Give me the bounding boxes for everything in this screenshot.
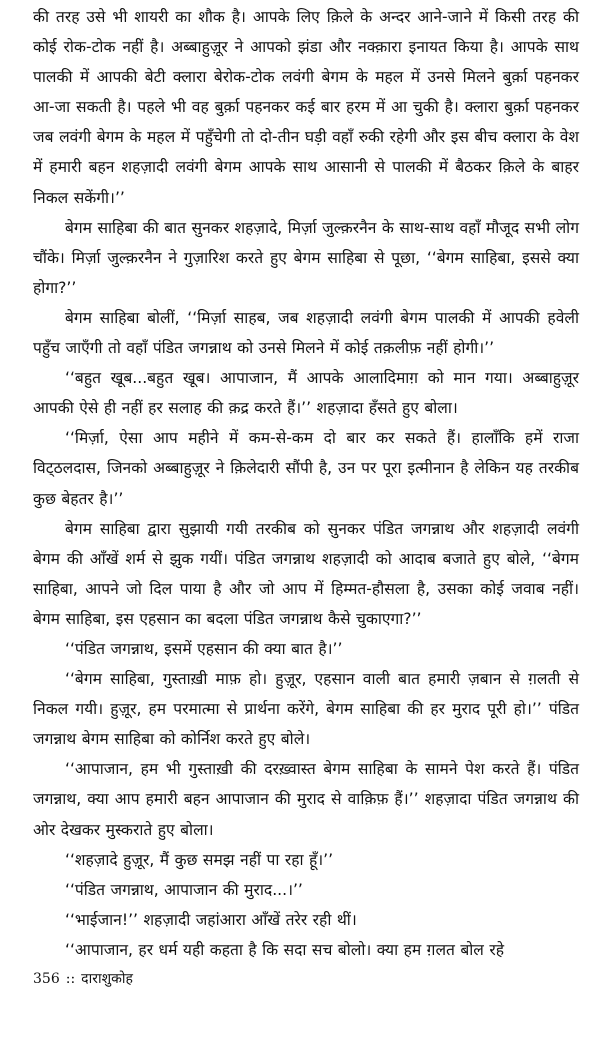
paragraph: ‘‘आपाजान, हम भी गुस्ताख़ी की दरख़्वास्त बेगम साहिबा के सामने पेश करते हैं। पंडित जगन्नाथ, क्या आप हमारी बहन आपाजान की मुराद से वाक़िफ़ हैं।’’ शहज़ादा पंडित जगन्नाथ की ओर देखकर मुस्कराते हुए बोला। <box>33 760 579 839</box>
page-footer <box>33 969 133 989</box>
paragraph: बेगम साहिबा बोलीं, ‘‘मिर्ज़ा साहब, जब शहज़ादी लवंगी बेगम पालकी में आपकी हवेली पहुँच जाएँगी तो वहाँ पंडित जगन्नाथ को उनसे मिलने में कोई तक़लीफ़ नहीं होगी।’’ <box>33 308 579 358</box>
paragraph: बेगम साहिबा की बात सुनकर शहज़ादे, मिर्ज़ा जुल्क़रनैन के साथ-साथ वहाँ मौजूद सभी लोग चौंके। मिर्ज़ा जुल्क़रनैन ने गुज़ारिश करते हुए बेगम साहिबा से पूछा, ‘‘बेगम साहिबा, इससे क्या होगा?’’ <box>33 218 579 297</box>
book-title: दाराशुकोह <box>81 971 133 987</box>
body-text <box>33 2 579 965</box>
paragraph: ‘‘आपाजान, हर धर्म यही कहता है कि सदा सच बोलो। क्या हम ग़लत बोल रहे <box>65 940 504 959</box>
paragraph: ‘‘शहज़ादे हुज़ूर, मैं कुछ समझ नहीं पा रहा हूँ।’’ <box>65 850 334 869</box>
paragraph: ‘‘बेगम साहिबा, गुस्ताख़ी माफ़ हो। हुज़ूर, एहसान वाली बात हमारी ज़बान से ग़लती से निकल गयी। हुज़ूर, हम परमात्मा से प्रार्थना करेंगे, बेगम साहिबा की हर मुराद पूरी हो।’’ पंडित जगन्नाथ बेगम साहिबा को कोर्निश करते हुए बोले। <box>33 670 579 749</box>
paragraph: ‘‘बहुत खूब...बहुत खूब। आपाजान, मैं आपके आलादिमाग़ को मान गया। अब्बाहुज़ूर आपकी ऐसे ही नहीं हर सलाह की क़द्र करते हैं।’’ शहज़ादा हँसते हुए बोला। <box>33 369 579 418</box>
paragraph: ‘‘भाईजान!’’ शहज़ादी जहांआरा आँखें तरेर रही थीं। <box>65 910 357 929</box>
page-number: 356 <box>33 971 60 987</box>
paragraph: ‘‘पंडित जगन्नाथ, आपाजान की मुराद...।’’ <box>65 880 303 899</box>
paragraph: बेगम साहिबा द्वारा सुझायी गयी तरकीब को सुनकर पंडित जगन्नाथ और शहज़ादी लवंगी बेगम की आँखें शर्म से झुक गयीं। पंडित जगन्नाथ शहज़ादी को आदाब बजाते हुए बोले, ‘‘बेगम साहिबा, आपने जो दिल पाया है और जो आप में हिम्मत-हौसला है, उसका कोई जवाब नहीं। बेगम साहिबा, इस एहसान का बदला पंडित जगन्नाथ कैसे चुकाएगा?’’ <box>33 519 579 628</box>
paragraph: ‘‘मिर्ज़ा, ऐसा आप महीने में कम-से-कम दो बार कर सकते हैं। हालाँकि हमें राजा विट्‌ठलदास, जिनको अब्बाहुज़ूर ने क़िलेदारी सौंपी है, उन पर पूरा इत्मीनान है लेकिन यह तरकीब कुछ बेहतर है।’’ <box>33 429 579 508</box>
footer-separator: :: <box>65 971 76 987</box>
paragraph-continuation: की तरह उसे भी शायरी का शौक है। आपके लिए क़िले के अन्दर आने-जाने में किसी तरह की कोई रोक-टोक नहीं है। अब्बाहुज़ूर ने आपको झंडा और नक्क़ारा इनायत किया है। आपके साथ पालकी में आपकी बेटी क्लारा बेरोक-टोक लवंगी बेगम के महल में उनसे मिलने बुर्क़ा पहनकर आ-जा सकती है। पहले भी वह बुर्क़ा पहनकर कई बार हरम में आ चुकी है। क्लारा बुर्क़ा पहनकर जब लवंगी बेगम के महल में पहुँचेगी तो दो-तीन घड़ी वहाँ रुकी रहेगी और इस बीच क्लारा के वेश में हमारी बहन शहज़ादी लवंगी बेगम आपके साथ आसानी से पालकी में बैठकर क़िले के बाहर निकल सकेंगी।’’ <box>33 8 579 207</box>
paragraph: ‘‘पंडित जगन्नाथ, इसमें एहसान की क्या बात है।’’ <box>65 639 343 658</box>
